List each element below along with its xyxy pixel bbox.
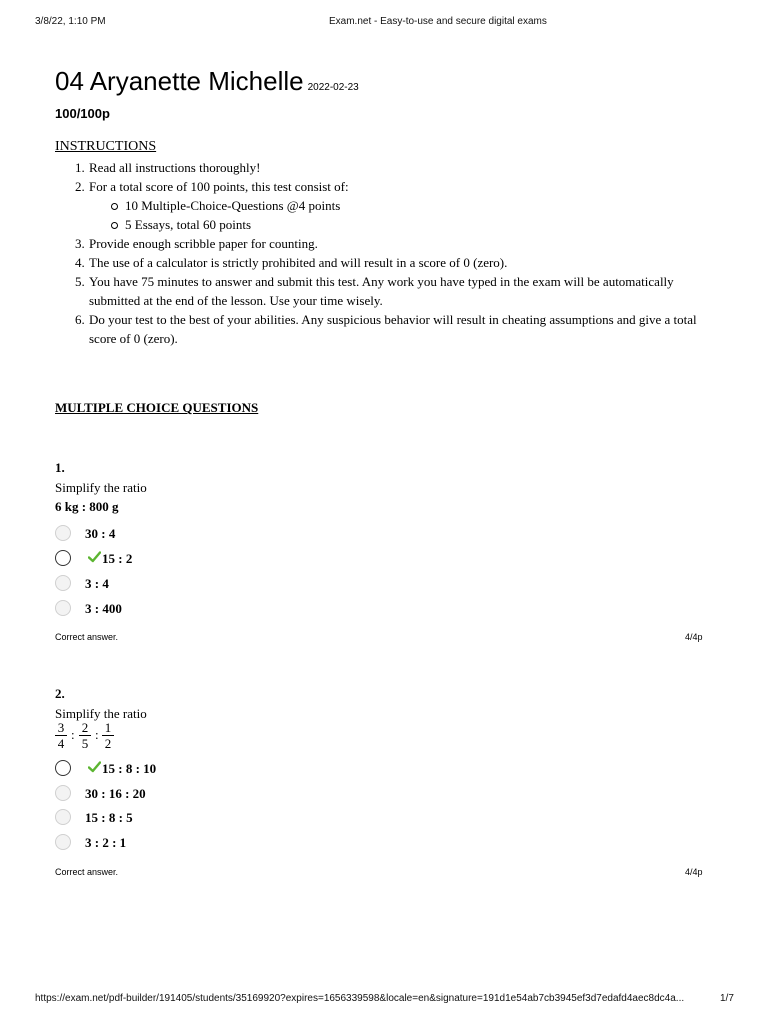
fraction-numerator: 1: [104, 720, 112, 735]
list-item: [55, 272, 715, 310]
question-number: 2.: [55, 686, 65, 701]
radio-button[interactable]: [55, 785, 71, 801]
question-prompt: Simplify the ratio: [55, 706, 147, 721]
fraction: [102, 720, 114, 751]
ratio-separator: :: [95, 727, 99, 742]
total-score: 100/100p: [55, 106, 110, 121]
item-text: You have 75 minutes to answer and submit this test. Any work you have typed in the exam will be automatically submitted at the end of the lesson. Use your time wisely.: [89, 274, 674, 308]
feedback-text: Correct answer.: [55, 632, 119, 642]
question-number: 1.: [55, 460, 65, 475]
checkmark-icon: [88, 551, 101, 563]
option-label: 15 : 8 : 5: [85, 810, 133, 825]
ratio-separator: :: [71, 727, 75, 742]
print-url: https://exam.net/pdf-builder/191405/students/35169920?expires=1656339598&locale=en&signature=191d1e54ab7cb3945ef3d7edafd4aec8dc4a...: [35, 993, 685, 1004]
page-number: 1/7: [720, 993, 734, 1004]
item-text: Do your test to the best of your abilities. Any suspicious behavior will result in cheating assumptions and give a total score of 0 (zero).: [89, 312, 697, 346]
list-item: [55, 310, 715, 348]
exam-date: 2022-02-23: [307, 82, 359, 93]
radio-button[interactable]: [55, 834, 71, 850]
list-item: [55, 158, 715, 177]
fraction-ratio: [55, 720, 135, 754]
item-number: 4.: [75, 255, 85, 270]
item-text: For a total score of 100 points, this test consist of:: [89, 179, 349, 194]
mcq-heading: MULTIPLE CHOICE QUESTIONS: [55, 400, 259, 415]
question-points: 4/4p: [685, 632, 703, 642]
print-site-title: Exam.net - Easy-to-use and secure digital exams: [329, 16, 547, 27]
option-label: 15 : 2: [102, 551, 133, 566]
fraction: [55, 720, 67, 751]
instructions-heading: INSTRUCTIONS: [55, 139, 157, 154]
fraction: [79, 720, 91, 751]
item-number: 6.: [75, 312, 85, 327]
feedback-text: Correct answer.: [55, 867, 119, 877]
student-title: [55, 66, 359, 97]
sub-list-item: [55, 196, 715, 215]
radio-button[interactable]: [55, 809, 71, 825]
list-item: [55, 234, 715, 253]
item-number: 2.: [75, 179, 85, 194]
fraction-denominator: 2: [104, 736, 112, 751]
bullet-icon: [111, 203, 118, 210]
list-item: [55, 253, 715, 272]
sub-list-item: [55, 215, 715, 234]
option-label: 3 : 4: [85, 576, 109, 591]
radio-button-selected[interactable]: [55, 550, 71, 566]
fraction-numerator: 2: [81, 720, 89, 735]
option-label: 30 : 16 : 20: [85, 786, 146, 801]
sub-item-text: 5 Essays, total 60 points: [125, 217, 252, 232]
question-ratio: 6 kg : 800 g: [55, 499, 119, 514]
bullet-icon: [111, 222, 118, 229]
question-prompt: Simplify the ratio: [55, 480, 147, 495]
print-datetime: 3/8/22, 1:10 PM: [35, 16, 106, 27]
list-item: [55, 177, 715, 196]
item-text: Provide enough scribble paper for counting.: [89, 236, 318, 251]
sub-item-text: 10 Multiple-Choice-Questions @4 points: [125, 198, 341, 213]
item-text: Read all instructions thoroughly!: [89, 160, 261, 175]
radio-button[interactable]: [55, 600, 71, 616]
option-label: 3 : 400: [85, 601, 122, 616]
item-number: 5.: [75, 274, 85, 289]
item-number: 3.: [75, 236, 85, 251]
question-points: 4/4p: [685, 867, 703, 877]
student-name: 04 Aryanette Michelle: [55, 66, 304, 96]
item-text: The use of a calculator is strictly prohibited and will result in a score of 0 (zero).: [89, 255, 508, 270]
option-label: 3 : 2 : 1: [85, 835, 127, 850]
option-label: 15 : 8 : 10: [102, 761, 157, 776]
radio-button[interactable]: [55, 525, 71, 541]
instructions-list: [55, 158, 715, 348]
fraction-denominator: 5: [81, 736, 89, 751]
option-label: 30 : 4: [85, 526, 116, 541]
checkmark-icon: [88, 761, 101, 773]
radio-button-selected[interactable]: [55, 760, 71, 776]
radio-button[interactable]: [55, 575, 71, 591]
item-number: 1.: [75, 160, 85, 175]
fraction-denominator: 4: [57, 736, 65, 751]
fraction-numerator: 3: [57, 720, 65, 735]
